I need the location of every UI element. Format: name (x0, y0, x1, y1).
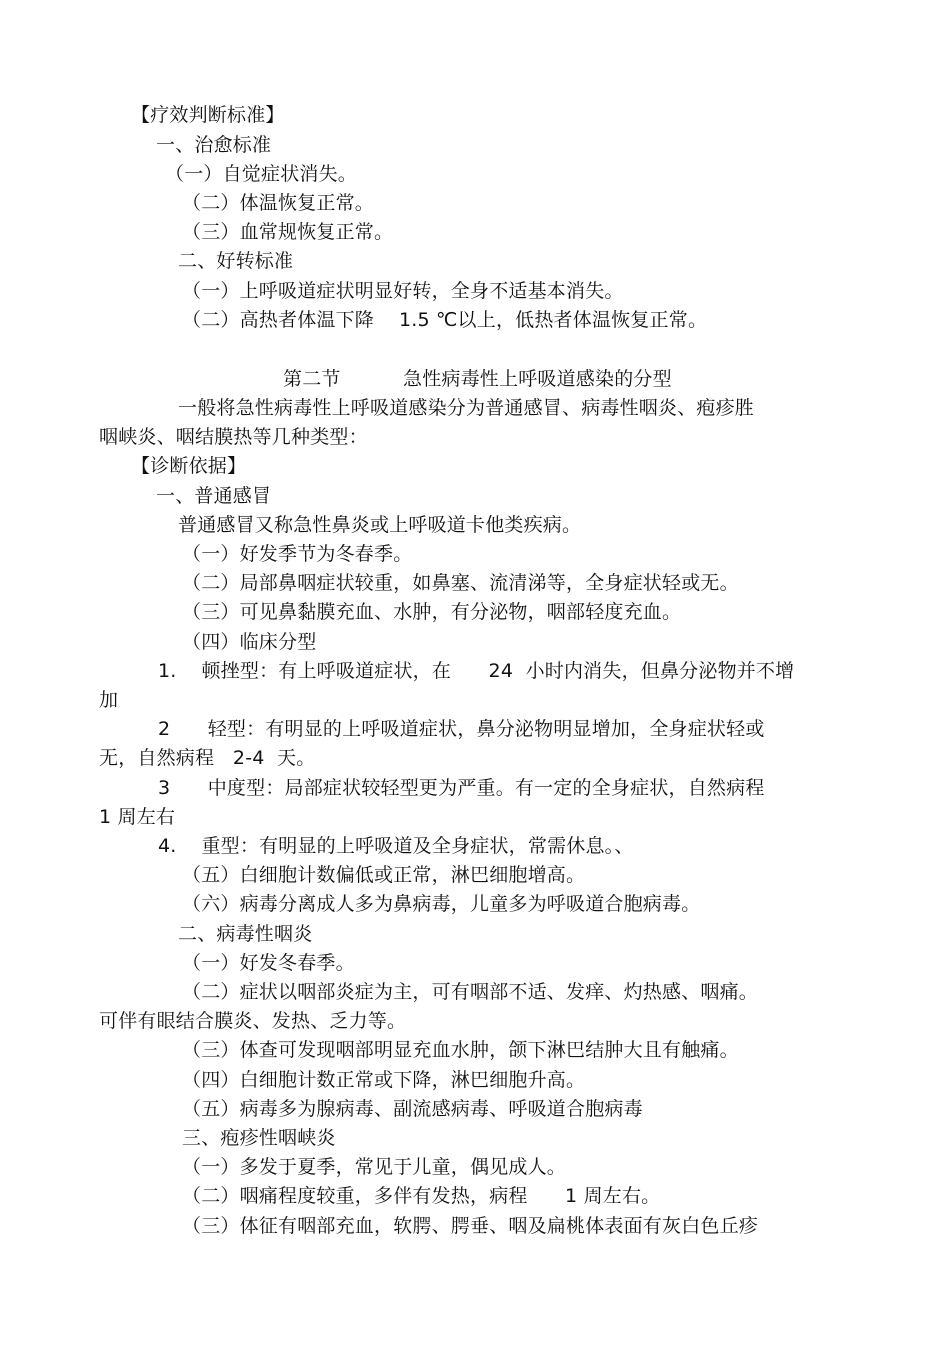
paragraph-line: 加 (99, 689, 119, 711)
heading-viral-pharyngitis: 二、病毒性咽炎 (178, 923, 313, 945)
list-item: （四）白细胞计数正常或下降，淋巴细胞升高。 (182, 1069, 586, 1091)
list-item: （三）血常规恢复正常。 (182, 221, 394, 243)
list-item: （三）体查可发现咽部明显充血水肿，颌下淋巴结肿大且有触痛。 (182, 1039, 739, 1061)
list-item: 4. 重型：有明显的上呼吸道及全身症状，常需休息。、 (158, 835, 634, 857)
heading-improvement-criteria: 二、好转标准 (178, 250, 294, 272)
paragraph-line: 一般将急性病毒性上呼吸道感染分为普通感冒、病毒性咽炎、疱疹胜 (178, 397, 755, 419)
paragraph-line: 咽峡炎、咽结膜热等几种类型： (99, 426, 368, 448)
list-item: （一）自觉症状消失。 (165, 163, 358, 185)
list-item: （五）病毒多为腺病毒、副流感病毒、呼吸道合胞病毒 (182, 1098, 643, 1120)
list-item: （五）白细胞计数偏低或正常，淋巴细胞增高。 (182, 864, 586, 886)
list-item: （二）局部鼻咽症状较重，如鼻塞、流清涕等，全身症状轻或无。 (182, 572, 739, 594)
paragraph-line: 1 周左右 (99, 806, 176, 828)
section-heading-efficacy-criteria: 【疗效判断标准】 (131, 104, 285, 126)
list-item: （一）好发季节为冬春季。 (182, 543, 413, 565)
list-item: （二）高热者体温下降 1.5 ℃以上，低热者体温恢复正常。 (182, 309, 708, 331)
list-item: 1. 顿挫型：有上呼吸道症状，在 24 小时内消失，但鼻分泌物并不增 (158, 660, 795, 682)
section-heading-diagnosis: 【诊断依据】 (131, 455, 247, 477)
list-item: （一）多发于夏季，常见于儿童，偶见成人。 (182, 1156, 567, 1178)
heading-cure-criteria: 一、治愈标准 (156, 134, 272, 156)
list-item: 3 中度型：局部症状较轻型更为严重。有一定的全身症状，自然病程 (158, 777, 765, 799)
list-item: （三）可见鼻黏膜充血、水肿，有分泌物，咽部轻度充血。 (182, 601, 682, 623)
list-item: （二）体温恢复正常。 (182, 192, 375, 214)
list-item: （四）临床分型 (182, 631, 317, 653)
heading-common-cold: 一、普通感冒 (156, 485, 272, 507)
list-item: （一）好发冬春季。 (182, 952, 355, 974)
paragraph-line: 普通感冒又称急性鼻炎或上呼吸道卡他类疾病。 (178, 514, 582, 536)
list-item: 2 轻型：有明显的上呼吸道症状，鼻分泌物明显增加，全身症状轻或 (158, 718, 765, 740)
section-title: 第二节 急性病毒性上呼吸道感染的分型 (283, 368, 672, 390)
list-item: （六）病毒分离成人多为鼻病毒，儿童多为呼吸道合胞病毒。 (182, 893, 701, 915)
list-item: （三）体征有咽部充血，软腭、腭垂、咽及扁桃体表面有灰白色丘疹 (182, 1215, 759, 1237)
paragraph-line: 可伴有眼结合膜炎、发热、乏力等。 (99, 1010, 407, 1032)
list-item: （二）症状以咽部炎症为主，可有咽部不适、发痒、灼热感、咽痛。 (182, 981, 759, 1003)
paragraph-line: 无，自然病程 2-4 天。 (99, 747, 316, 769)
heading-herpangina: 三、疱疹性咽峡炎 (182, 1127, 336, 1149)
list-item: （二）咽痛程度较重，多伴有发热，病程 1 周左右。 (182, 1185, 661, 1207)
list-item: （一）上呼吸道症状明显好转，全身不适基本消失。 (182, 280, 624, 302)
